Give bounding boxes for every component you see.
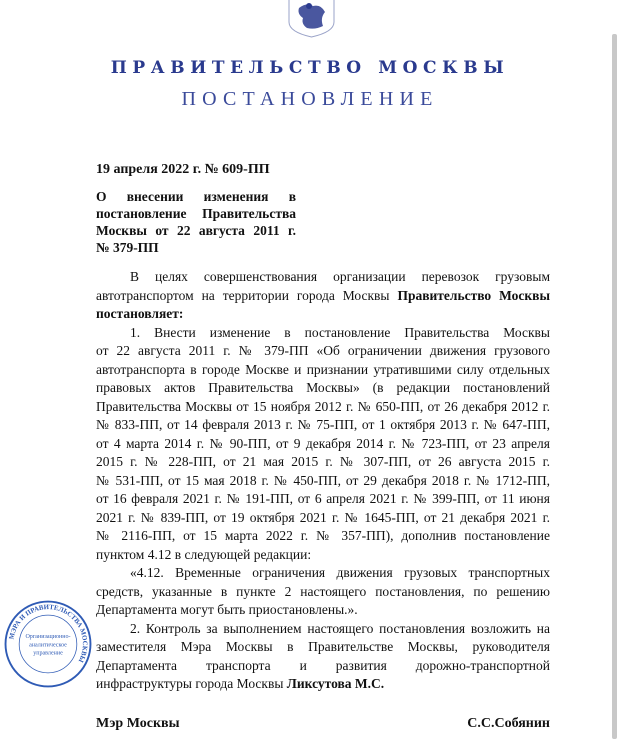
body-line: автотранспорта в городе Москве и признании утратившими силу отдельных	[96, 361, 550, 377]
signatory-position: Мэр Москвы	[96, 716, 180, 731]
body-line	[96, 287, 550, 306]
vertical-scrollbar[interactable]	[612, 34, 617, 739]
signature-block	[96, 716, 550, 732]
body-text: автотранспортом на территории города Москвы	[96, 287, 398, 303]
document-type-heading: ПОСТАНОВЛЕНИЕ	[181, 88, 439, 110]
body-line: Департамента могут быть приостановлены.».	[96, 602, 358, 617]
body-line: В целях совершенствования организации перевозок грузовым	[130, 269, 550, 284]
body-line: от 22 августа 2011 г. № 379-ПП «Об ограничении движения грузового	[96, 343, 550, 358]
quoted-paragraph	[96, 564, 550, 620]
body-line: правовых актов Правительства Москвы» (в редакции постановлений	[96, 380, 550, 395]
body-line	[96, 675, 550, 694]
body-line: 1. Внести изменение в постановление Правительства Москвы	[130, 324, 550, 340]
title-line: О внесении изменения в	[96, 189, 296, 204]
body-line: 2. Контроль за выполнением настоящего постановления возложить на	[130, 620, 550, 636]
document-body	[96, 268, 550, 694]
document-date-number: 19 апреля 2022 г. № 609-ПП	[96, 162, 270, 177]
body-line: от 4 марта 2014 г. № 90-ПП, от 9 декабря 2014 г. № 723-ПП, от 23 апреля	[96, 435, 550, 451]
moscow-coat-of-arms-icon	[287, 0, 336, 38]
bold-text: Ликсутова М.С.	[286, 676, 385, 691]
body-line: пунктом 4.12 в следующей редакции:	[96, 546, 312, 562]
body-line: средств, указанные в пункте 2 настоящего постановления, по решению	[96, 583, 550, 599]
document-title	[96, 188, 296, 256]
stamp-text: управление	[33, 650, 63, 657]
bold-text: Правительство Москвы	[397, 287, 551, 303]
body-line: Правительства Москвы от 15 ноября 2012 г. № 650-ПП, от 26 декабря 2012 г.	[96, 398, 550, 414]
title-line: Москвы от 22 августа 2011 г.	[96, 223, 296, 238]
body-line: № 2116-ПП, от 15 марта 2022 г. № 357-ПП), дополнив постановление	[96, 528, 550, 543]
body-text: инфраструктуры города Москвы	[96, 676, 287, 691]
signatory-name: С.С.Собянин	[467, 716, 550, 731]
paragraph-2	[96, 620, 550, 676]
stamp-text: аналитическое	[29, 642, 67, 649]
body-line: от 16 февраля 2021 г. № 191-ПП, от 6 апреля 2021 г. № 399-ПП, от 11 июня	[96, 491, 550, 506]
paragraph-1	[96, 324, 550, 565]
title-line: № 379-ПП	[96, 240, 159, 255]
organization-heading: ПРАВИТЕЛЬСТВО МОСКВЫ	[110, 58, 510, 78]
body-line: Департамента транспорта и развития дорожно-транспортной	[96, 657, 550, 673]
body-line: 2015 г. № 228-ПП, от 21 мая 2015 г. № 307-ПП, от 26 августа 2015 г.	[96, 454, 550, 469]
title-line: постановление Правительства	[96, 206, 296, 221]
body-line: заместителя Мэра Москвы в Правительстве Москвы, руководителя	[96, 639, 550, 654]
official-stamp	[4, 600, 92, 688]
body-line	[96, 305, 550, 324]
body-line: № 531-ПП, от 15 мая 2018 г. № 450-ПП, от 29 декабря 2018 г. № 1712-ПП,	[96, 472, 550, 488]
body-line: № 833-ПП, от 14 февраля 2013 г. № 75-ПП, от 1 октября 2013 г. № 647-ПП,	[96, 417, 550, 432]
stamp-ring-text: МЭРА И ПРАВИТЕЛЬСТВА МОСКВЫ	[8, 604, 88, 664]
bold-text: постановляет:	[96, 306, 184, 321]
stamp-text: Организационно-	[25, 633, 71, 640]
body-line: 2021 г. № 839-ПП, от 19 октября 2021 г. № 1645-ПП, от 21 декабря 2021 г.	[96, 509, 550, 525]
body-line: «4.12. Временные ограничения движения грузовых транспортных	[130, 565, 550, 580]
